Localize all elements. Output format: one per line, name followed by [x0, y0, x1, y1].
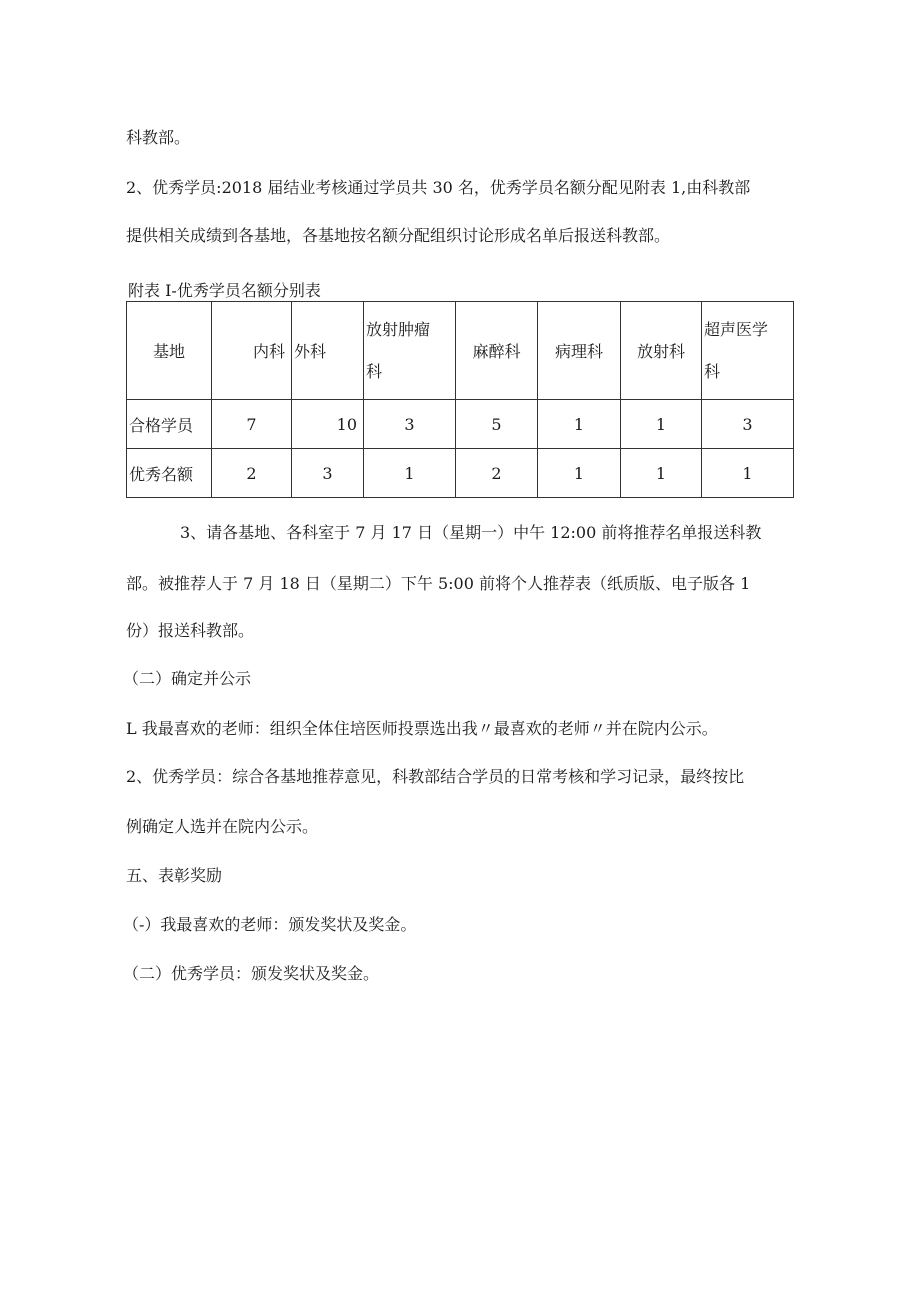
header-cell-radiation-oncology [364, 302, 456, 400]
table-row [127, 400, 794, 449]
header-cell-neike: 内科 [212, 302, 292, 400]
header-cell-radiation-oncology-line2: 科 [366, 361, 383, 381]
table-caption: 附表 I-优秀学员名额分别表 [128, 281, 321, 300]
paragraph-line: 份）报送科教部。 [126, 621, 255, 640]
header-cell-waike: 外科 [292, 302, 364, 400]
table-header-row [127, 302, 794, 400]
cell-waike: 3 [292, 449, 364, 498]
cell-radiation-oncology: 3 [364, 400, 456, 449]
paragraph-line: 科教部。 [126, 128, 191, 147]
paragraph-line: L 我最喜欢的老师：组织全体住培医师投票选出我〃最喜欢的老师〃并在院内公示。 [126, 719, 718, 738]
cell-ultrasound: 3 [702, 400, 794, 449]
paragraph-line: 部。被推荐人于 7 月 18 日（星期二）下午 5:00 前将个人推荐表（纸质版、电子版各 1 [126, 574, 751, 593]
cell-pathology: 1 [538, 400, 621, 449]
header-cell-pathology: 病理科 [538, 302, 621, 400]
cell-neike: 2 [212, 449, 292, 498]
header-cell-radiation-oncology-line1: 放射肿瘤 [366, 319, 431, 339]
cell-neike: 7 [212, 400, 292, 449]
header-cell-ultrasound-line1: 超声医学 [704, 319, 769, 339]
header-cell-ultrasound [702, 302, 794, 400]
header-cell-radiology: 放射科 [621, 302, 702, 400]
paragraph-line: （二）优秀学员：颁发奖状及奖金。 [123, 964, 380, 983]
header-cell-ultrasound-line2: 科 [704, 361, 721, 381]
paragraph-line: 3、请各基地、各科室于 7 月 17 日（星期一）中午 12:00 前将推荐名单报送科教 [180, 523, 762, 542]
cell-waike: 10 [292, 400, 364, 449]
row-label: 优秀名额 [127, 449, 212, 498]
cell-radiology: 1 [621, 400, 702, 449]
paragraph-line: （-）我最喜欢的老师：颁发奖状及奖金。 [123, 915, 417, 934]
header-cell-base: 基地 [127, 302, 212, 400]
cell-ultrasound: 1 [702, 449, 794, 498]
section-heading: 五、表彰奖励 [126, 866, 223, 885]
paragraph-line: 提供相关成绩到各基地，各基地按名额分配组织讨论形成名单后报送科教部。 [126, 226, 671, 245]
paragraph-line: 2、优秀学员：综合各基地推荐意见，科教部结合学员的日常考核和学习记录，最终按比 [126, 767, 745, 786]
paragraph-line: 2、优秀学员:2018 届结业考核通过学员共 30 名，优秀学员名额分配见附表 1,由科教部 [126, 178, 751, 197]
quota-table [126, 301, 794, 498]
cell-radiation-oncology: 1 [364, 449, 456, 498]
row-label: 合格学员 [127, 400, 212, 449]
cell-anesthesia: 5 [456, 400, 538, 449]
table-row [127, 449, 794, 498]
header-cell-anesthesia: 麻醉科 [456, 302, 538, 400]
paragraph-line: 例确定人选并在院内公示。 [126, 817, 319, 836]
cell-anesthesia: 2 [456, 449, 538, 498]
section-heading: （二）确定并公示 [123, 669, 252, 688]
cell-pathology: 1 [538, 449, 621, 498]
cell-radiology: 1 [621, 449, 702, 498]
